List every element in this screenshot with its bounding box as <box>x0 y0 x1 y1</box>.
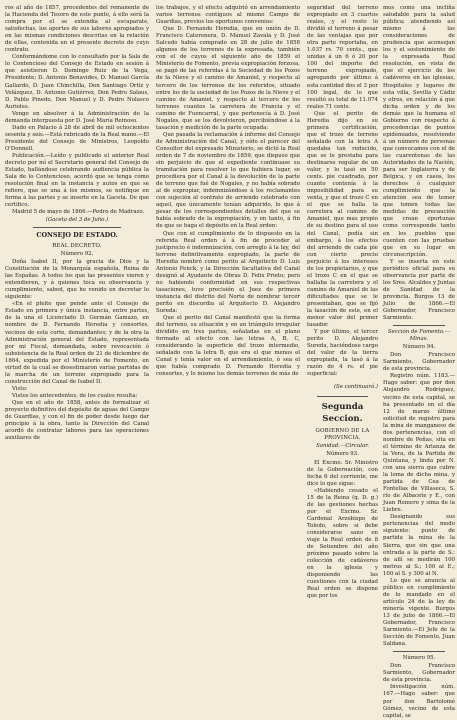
paragraph: Que en el año de 1858, antes de formalizar el proyecto definitivo del depósito de aguas del Campo de Guardias, y con el fin de poder desde luego dar principio á la obra, tanto la Dirección del Canal acordó de contratar labores para las operaciones auxiliares de <box>5 399 149 442</box>
paragraph: Vengo en absolver á la Administración de la demanda interpuesta por D. José María Reinoso. <box>5 110 149 124</box>
paragraph: mos como una incliña saludable para la salud pública; atendiendo así mismo á las consideraciones de prudencia que aconsejan los y el sostenimiento de la expresada Real resolución, en vista de que el ejercicio de los cadáveres en las iglesias, Hospitales y lugares de esta villa, Sevilla y Cádiz y otros, en relación á que dicha orden y de los demás que la humana el Gobierno con respecto á procedencias de puntos epidemiados, resolviendo á un número de personas que convocamos con el de las cuarentenas de las Autoridades de la Nación, para ser Inglaterra y de Belgica, y en casos, los derechos ó cualquier cumplimiento que la atención sea de temer que tomen todas las medidas de precaución que crean oportunas como corresponde tanto en los pueblos que cuenten con las pruebas que en su lugar en circunscripción. <box>383 5 455 258</box>
paragraph: Don Francisco Sarmiento, Gobernador de esta provincia. <box>383 663 455 684</box>
decree-label: REAL DECRETO. <box>52 242 102 249</box>
paragraph: Don Francisco Sarmiento, Gobernador de esta provincia. <box>383 352 455 373</box>
paragraph: Que con el cumplimiento de lo dispuesto en la referida Real orden á á fin de proceder al justiprecio é indemnización, con arreglo á la ley, del terreno definitivamente expropiado, la parte de Heredia nombró como perito al Arquitecto D. Luis Antonio Fenck, y la Dirección facultativa del Canal designó al Ayudante de Obras D. Felix Prieto; pero no habiendo conformidad en sus respectivas tasaciones, tuvo precisión el Juez de primera instancia del distrito del Norte de nombrar tercer perito en discordia al Arquitecto D. Alejandro Sureda: <box>156 230 300 315</box>
paragraph: Investigación núm. 167.—Hago saber: que por don Bartolomé Gómez, vecino de esta capital, se <box>383 684 455 719</box>
item-number: Número 93. <box>326 451 359 458</box>
paragraph: Madrid 5 de mayo de 1866.—Pedro de Madrazo. <box>12 209 145 216</box>
paragraph: Lo que se anuncia al público en cumplimiento de lo mandado en el artículo 24 de la ley de minería vigente. Burgos 13 de julio de 1866.—El Gobernador, Francisco Sarmiento.—El Jefe de la Sección de Fomento, Juan Saldana. <box>383 577 455 648</box>
column-right <box>307 5 457 719</box>
continuation-note: (Se continuará.) <box>333 383 378 390</box>
paragraph: Que pasada la reclamación á informe del Consejo de Administración del Canal, y oído el parecer del Consultor del expresado Ministerio, se dictó la Real orden de 7 de noviembre de 1859, que dispuso que sin perjuicio de que el expediente continuase su tramitación para resolver lo que hubiera lugar, se procediera por el Canal á la devolución de la parte de terreno que fué de Nogales, y no había sobrado al de expropiar, indemnizándose á los reclamantes con sujeción al contrato de arriendo celebrado con aquel, que únicamente tenían adquirido, lo que á pesar de los correspondientes detalles del que se había sobrado de la expropiación, y en tanto, á fin de que se haga el depósito en la Real orden: <box>156 131 300 230</box>
paragraph: Y por último, el tercer perito D. Alejandro Sureda, haciéndose cargo del valor de la tierra expropiada, la tasó á la razón de 4 rs. el pie superficial: <box>307 329 378 378</box>
column-left <box>5 5 149 637</box>
divider <box>393 651 445 652</box>
paragraph: Que D. Fernando Heredia, que en unión de D. Francisco Caterenera, D. Manuel Zavala y D. José Salcedo había comprado en 28 de julio de 1858 algunos de los terrenos de la expresada, también con el de cuyos el siguiente año de 1859 el Ministerio de Fomento, previa expropiación forzosa, se pagó de las referidas á la Sociedad de los Pozos de la Nieve y el camino de Amaniel, y respecto al tercero de los terrenos de los referidos, situado entre los de la sociedad de los Pozos de la Nieve y el camino de Amaniel, y respecto al tercero de los terrenos cuantos la carretera de Francia y el camino de Fuencarral, y que pertenecía á D. José Nogales, que se los devolvieron, percibiéndose á la tasación y medición de la parte ocupada: <box>156 26 300 131</box>
subsection-title: Sanidad.—Circular. <box>316 443 369 450</box>
divider <box>33 227 121 228</box>
paragraph: Doña Isabel II, por la gracia de Dios y la Constitución de la Monarquía española, Reina de las Españas. A todos los que las presentes vieren y entendieren, y á quienes toca su observancia y cumplimiento, sabed, que he venido en decretar lo siguiente: <box>5 259 149 301</box>
column-center-left <box>156 5 300 637</box>
paragraph: Publicación.—Leído y publicado el anterior Real decreto por mí el Secretario general del Consejo de Estado, hallándose celebrando audiencia pública la Sala de lo Contencioso, acordó que se tenga como resolución final en la instancia y autos en que se refiere, que se una á los mismos, se notifique en forma á las partes y se inserte en la Gaceta. De que certifico. <box>5 152 149 209</box>
paragraph: ros al año de 1857, procedentes del remanente de la Hacienda del Tesoro de este punto, á ello será la compra por el se extendía al escaparate, satisfechas, los aportes de sus labores apropiados y en las mismas condiciones descritas en la relación de ellas, contenida en el presente decreto de cuyo contrato. <box>5 5 149 54</box>
paragraph: Registro núm. 1183.—Hago saber: que por don Alejandro Rodríguez, vecino de esta capital, se ha presentado en el día 12 de marzo último solicitud de registro para la mina de manganeso de dos pertenencias, con el nombre de Peñas, sita en el término de Arlanza de la Vera, de la Partida de Quintana, y linda por N. con una sierra que cubre la loma de dicha mina, y partida de Cea de Fontellas de Villaseca, S. río de Albacete y E., con Juan Romero y sima de la Liebre. <box>383 373 455 514</box>
section-title: CONSEJO DE ESTADO. <box>36 231 118 240</box>
gazette-reference: (Gaceta del 3 de Julio.) <box>45 217 109 224</box>
item-number: Número 94. <box>402 344 436 351</box>
subcolumn-b <box>383 5 455 719</box>
item-number: Número 92. <box>60 251 94 257</box>
paragraph: Designando sus pertenencias del modo siguiente: punto de partida la mina de la Sierra, que sin que una entrada a la parte de S.: de allí se medirán 100 metros al S.; 100 al E.; 100 al S. y 300 al N. <box>383 514 455 577</box>
paragraph: Visto: <box>12 385 28 392</box>
item-number: Número 95. <box>402 655 436 662</box>
paragraph: seguridad del terreno expropiado en 3 cuartos reales, y el resto lo dividió el terreno á pesar de las ventajas que por otra parte reportaba, en 1.037 rs. 70 cents., que unidas á un 6 ó 20 por 100 del importe del terreno expropiado, agregando por último á esta cantidad dos el 3 por 100 legal, de lo que resultó su total de 11.074 reales 71 cents. <box>307 5 378 110</box>
paragraph: los trabajos, y el efecto adquirió en arrendamiento varios terrenos contiguos al mismo Campo de Guardias, previos los oportunos convenios: <box>156 5 300 26</box>
paragraph: «Habiendo cesado el 15 de la Reina (q. D. g.) de las gestiones hechas por el Excmo. Sr. Cardenal Arzobispo de Toledo, sobre si debe considerarse sano en viaje la Real orden de 8 de Setiembre del año próximo pasado sobre la colección de cadáveres en la iglesia y disponiendo las cuestiones con la ciudad Real orden se dispone que por los <box>307 487 378 600</box>
paragraph: «En el pleito que pende ante el Consejo de Estado en primera y única instancia, entre partes, de la una el Licenciado D. Germán Gamazo, en nombre de D. Fernando Heredia y consortes, vecinos de esta corte, demandantes; y de la otra la Administración general del Estado, representada por mi Fiscal, demandada, sobre revocación ó subsistencia de la Real orden de 21 de diciembre de 1864, expedida por el Ministerio de Fomento, en virtud de la cual se desestimaron varias partidas de la marcha de un terreno expropiado para la construcción del Canal de Isabel II. <box>5 301 149 385</box>
paragraph: El Excmo. Sr. Ministro de la Gobernación, con fecha 6 del corriente, me dice lo que sigue: <box>307 459 378 487</box>
subsection-title: Sección de Fomento.—Minas. <box>387 329 451 343</box>
paragraph: Conformándome con lo consultado por la Sala de lo Contencioso del Consejo de Estado en sesión á que asistieron D. Domingo Ruiz de la Vega, Presidente; D. Antonio Benavides, D. Manuel García Gallardo, D. Juan Chinchilla, Don Santiago Ortiz y Velázquez, D. Antonio Gutiérrez, Don Pedro Salaus, D. Pablo Pinedo, Don Manuel y D. Pedro Nolasco Aurioles. <box>5 54 149 110</box>
divider <box>393 325 445 326</box>
paragraph: Que el perito de Heredia dijo en su primera certificación, que el trozo de terreno señalado con la letra A quedaba tan reducido, que se le prestaba para destinarse regular de un valor, y lo tasó en 50 cents. pie cuadrado, por cuanto contenía á la imposibilidad para su venta, y que el trozo C en el que se halla la carretera al camino de Amaniel, que mas propio de su destino para el uso del Canal, podía sin embargo, á los efectos del arriendo de cada pie con cierto precio perjuicio á los intereses de los propietarios, y que el trozo C en el que se hallaba la carretera y el camino de Amaniel de las dificultades que se le presentaban, que se fijó la tasación de este, en el menor valor del primer tasador. <box>307 110 378 329</box>
section-subheading: GOBIERNO DE LA PROVINCIA. <box>315 428 370 442</box>
subcolumn-a <box>307 5 378 637</box>
paragraph: Y se inserta en este periódico oficial para su observancia por parte de los Sres. Alcaldes y Juntas de Sanidad de la provincia. Burgos 13 de Julio de 1866.—El Gobernador, Francisco Sarmiento. <box>383 258 455 322</box>
divider <box>317 396 368 397</box>
paragraph: Vistos los antecedentes, de los cuales resulta: <box>12 392 138 399</box>
paragraph: Dado en Palacio á 28 de abril de mil ochocientos sesenta y seis.—Está rubricado de la Real mano.—El Presidente del Consejo de Ministros, Leopoldo O'Donnell. <box>5 124 149 152</box>
section-heading: Segunda Seccion. <box>321 402 364 425</box>
paragraph: Que el perito del Canal manifestó que la forma del terreno, su situación y en un triángulo irregular dividido en tres partes, señaladas en el plano formado al efecto con las letras A, B, C, considerando la superficie del trozo intermedio, señalado con la letra B, que era el que menos el Canal y tenía valor en el arrendamiento, ó sea el que había comprado D. Fernando Heredia y consortes, y lo mismo los demás terrenos de más de <box>156 315 300 378</box>
